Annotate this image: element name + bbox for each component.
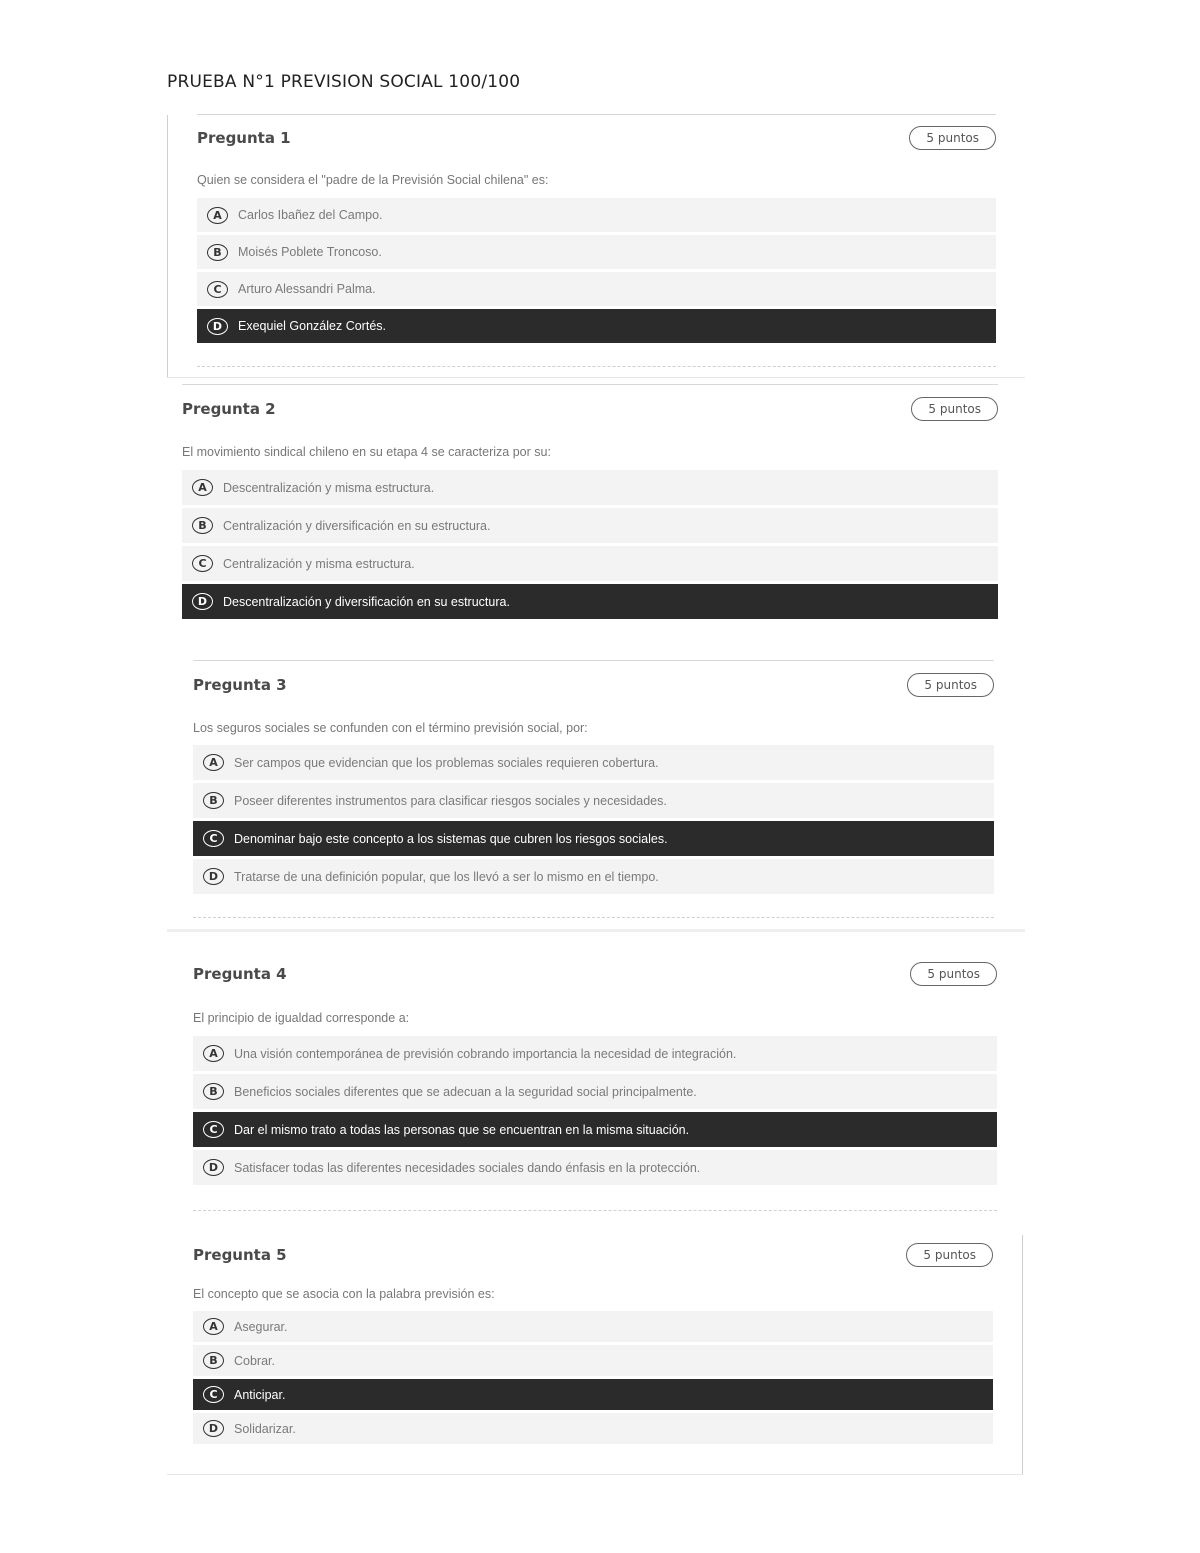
question-top-line (182, 384, 998, 385)
question-2 (182, 384, 998, 624)
answer-option-b[interactable] (193, 783, 994, 818)
option-text: Cobrar. (234, 1353, 275, 1368)
option-letter-badge: D (203, 1159, 224, 1176)
question-text: El principio de igualdad corresponde a: (193, 1011, 410, 1025)
document-title: PRUEBA N°1 PREVISION SOCIAL 100/100 (167, 72, 521, 92)
option-text: Una visión contemporánea de previsión cobrando importancia la necesidad de integración. (234, 1046, 737, 1061)
option-text: Tratarse de una definición popular, que los llevó a ser lo mismo en el tiempo. (234, 869, 659, 884)
question-text: El movimiento sindical chileno en su etapa 4 se caracteriza por su: (182, 445, 551, 459)
answer-option-b[interactable] (193, 1345, 993, 1376)
option-text: Anticipar. (234, 1387, 286, 1402)
answer-option-c[interactable] (197, 272, 996, 306)
option-text: Descentralización y misma estructura. (223, 480, 435, 495)
answer-option-d[interactable] (193, 1150, 997, 1185)
option-letter-badge: C (207, 281, 228, 298)
question-4 (193, 962, 997, 1212)
option-text: Centralización y misma estructura. (223, 556, 415, 571)
question-top-line (197, 114, 996, 115)
option-letter-badge: D (203, 868, 224, 885)
option-letter-badge: B (203, 1083, 224, 1100)
options-list (193, 1311, 993, 1447)
question-5 (193, 1243, 993, 1448)
question-title: Pregunta 4 (193, 965, 287, 983)
answer-option-d[interactable] (193, 1413, 993, 1444)
option-letter-badge: C (203, 1386, 224, 1403)
option-letter-badge: D (207, 318, 228, 335)
option-letter-badge: C (203, 1121, 224, 1138)
question-title: Pregunta 2 (182, 400, 276, 418)
answer-option-d[interactable] (197, 309, 996, 343)
option-text: Satisfacer todas las diferentes necesidades sociales dando énfasis en la protección. (234, 1160, 701, 1175)
option-text: Moisés Poblete Troncoso. (238, 245, 382, 259)
option-text: Asegurar. (234, 1319, 288, 1334)
answer-option-c[interactable] (193, 821, 994, 856)
options-list (197, 198, 996, 346)
answer-option-a[interactable] (193, 1311, 993, 1342)
question-1 (197, 114, 996, 369)
option-text: Centralización y diversificación en su estructura. (223, 518, 491, 533)
option-letter-badge: D (192, 593, 213, 610)
question-bottom-line (193, 1210, 997, 1211)
answer-option-b[interactable] (193, 1074, 997, 1109)
question-text: El concepto que se asocia con la palabra previsión es: (193, 1287, 495, 1301)
separator-line (167, 377, 1025, 378)
option-text: Exequiel González Cortés. (238, 319, 386, 333)
option-text: Poseer diferentes instrumentos para clasificar riesgos sociales y necesidades. (234, 793, 667, 808)
answer-option-a[interactable] (197, 198, 996, 232)
option-text: Carlos Ibañez del Campo. (238, 208, 383, 222)
option-text: Solidarizar. (234, 1421, 296, 1436)
question-title: Pregunta 5 (193, 1246, 287, 1264)
question-bottom-line (193, 917, 994, 918)
points-badge: 5 puntos (907, 673, 994, 697)
option-letter-badge: A (203, 1045, 224, 1062)
left-border-line (167, 115, 168, 377)
answer-option-d[interactable] (193, 859, 994, 894)
option-letter-badge: B (203, 1352, 224, 1369)
points-badge: 5 puntos (911, 397, 998, 421)
option-letter-badge: B (192, 517, 213, 534)
question-top-line (193, 660, 994, 661)
points-badge: 5 puntos (909, 126, 996, 150)
answer-option-a[interactable] (193, 745, 994, 780)
question-3 (193, 660, 994, 920)
options-list (193, 745, 994, 897)
option-text: Denominar bajo este concepto a los sistemas que cubren los riesgos sociales. (234, 831, 668, 846)
separator-line (167, 929, 1025, 932)
answer-option-b[interactable] (197, 235, 996, 269)
option-letter-badge: A (203, 754, 224, 771)
separator-line (167, 1474, 1023, 1475)
right-border-line (1022, 1235, 1023, 1475)
answer-option-c[interactable] (193, 1112, 997, 1147)
option-letter-badge: D (203, 1420, 224, 1437)
option-letter-badge: C (203, 830, 224, 847)
answer-option-b[interactable] (182, 508, 998, 543)
option-letter-badge: A (207, 207, 228, 224)
option-letter-badge: A (192, 479, 213, 496)
option-text: Descentralización y diversificación en su estructura. (223, 594, 510, 609)
question-text: Los seguros sociales se confunden con el término previsión social, por: (193, 721, 588, 735)
question-title: Pregunta 3 (193, 676, 287, 694)
option-text: Beneficios sociales diferentes que se adecuan a la seguridad social principalmente. (234, 1084, 697, 1099)
option-text: Ser campos que evidencian que los problemas sociales requieren cobertura. (234, 755, 659, 770)
options-list (182, 470, 998, 622)
question-bottom-line (197, 366, 996, 367)
answer-option-a[interactable] (182, 470, 998, 505)
question-text: Quien se considera el "padre de la Previsión Social chilena" es: (197, 173, 549, 187)
answer-option-a[interactable] (193, 1036, 997, 1071)
option-letter-badge: A (203, 1318, 224, 1335)
options-list (193, 1036, 997, 1188)
points-badge: 5 puntos (906, 1243, 993, 1267)
answer-option-d[interactable] (182, 584, 998, 619)
option-letter-badge: B (207, 244, 228, 261)
option-text: Arturo Alessandri Palma. (238, 282, 376, 296)
option-text: Dar el mismo trato a todas las personas que se encuentran en la misma situación. (234, 1122, 690, 1137)
answer-option-c[interactable] (193, 1379, 993, 1410)
question-title: Pregunta 1 (197, 129, 291, 147)
option-letter-badge: C (192, 555, 213, 572)
option-letter-badge: B (203, 792, 224, 809)
answer-option-c[interactable] (182, 546, 998, 581)
points-badge: 5 puntos (910, 962, 997, 986)
